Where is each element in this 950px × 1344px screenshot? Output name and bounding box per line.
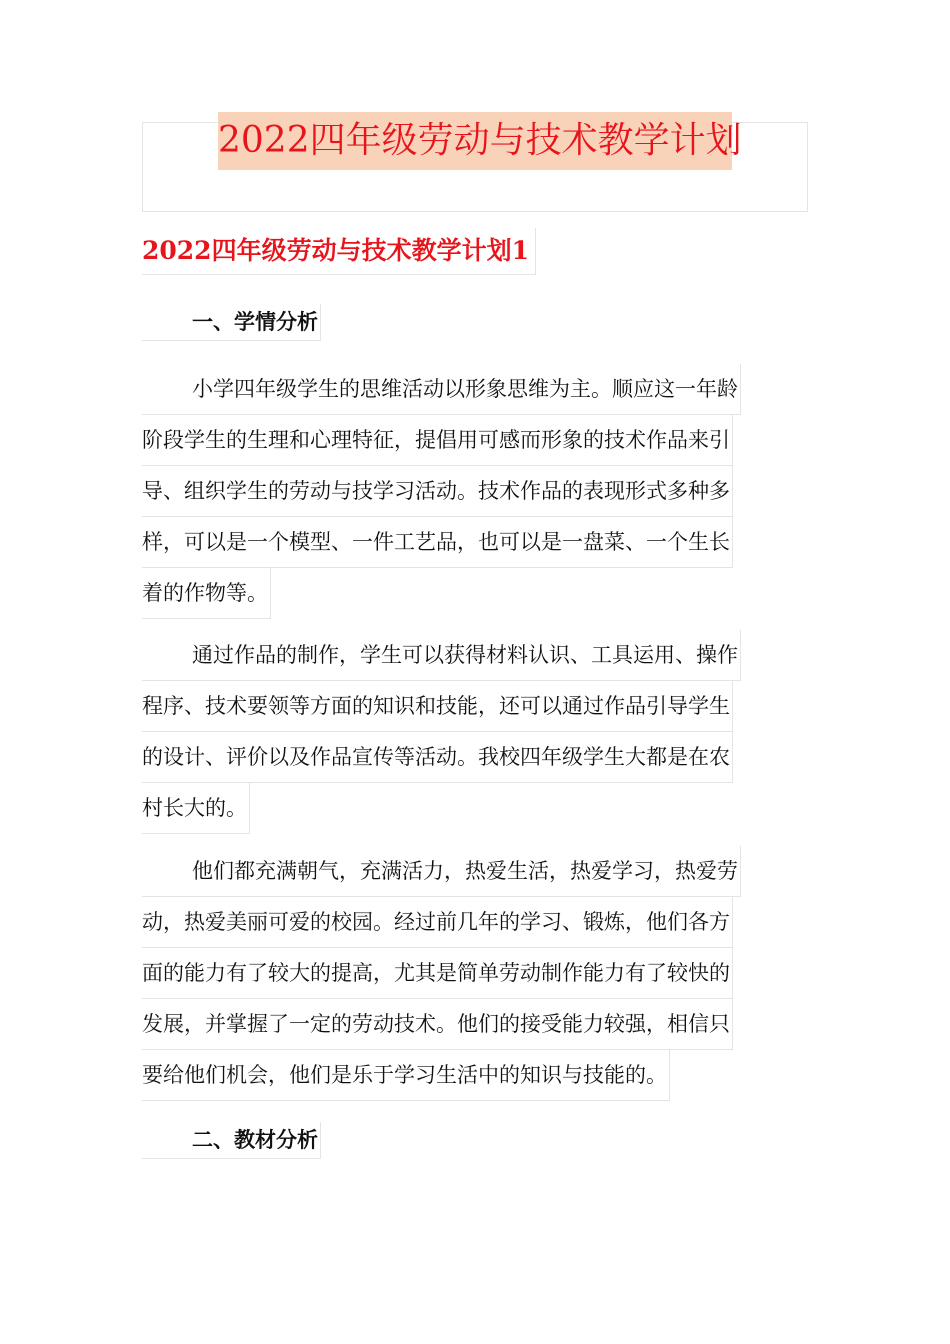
section-title: 2022四年级劳动与技术教学计划1 xyxy=(142,228,536,275)
paragraph-line: 他们都充满朝气，充满活力，热爱生活，热爱学习，热爱劳 xyxy=(142,846,741,897)
paragraph-line: 面的能力有了较大的提高，尤其是简单劳动制作能力有了较快的 xyxy=(142,948,733,999)
paragraph-line: 动，热爱美丽可爱的校园。经过前几年的学习、锻炼，他们各方 xyxy=(142,897,733,948)
paragraph-line: 村长大的。 xyxy=(142,783,250,834)
paragraph-line: 阶段学生的生理和心理特征，提倡用可感而形象的技术作品来引 xyxy=(142,415,733,466)
paragraph-line: 通过作品的制作，学生可以获得材料认识、工具运用、操作 xyxy=(142,630,741,681)
paragraph-3 xyxy=(142,846,812,1101)
paragraph-line: 小学四年级学生的思维活动以形象思维为主。顺应这一年龄 xyxy=(142,364,741,415)
paragraph-line: 样，可以是一个模型、一件工艺品，也可以是一盘菜、一个生长 xyxy=(142,517,733,568)
paragraph-line: 着的作物等。 xyxy=(142,568,271,619)
paragraph-line: 发展，并掌握了一定的劳动技术。他们的接受能力较强，相信只 xyxy=(142,999,733,1050)
paragraph-2 xyxy=(142,630,812,834)
document-title: 2022四年级劳动与技术教学计划 xyxy=(218,120,742,161)
paragraph-line: 的设计、评价以及作品宣传等活动。我校四年级学生大都是在农 xyxy=(142,732,733,783)
paragraph-line: 导、组织学生的劳动与技学习活动。技术作品的表现形式多种多 xyxy=(142,466,733,517)
heading-textbook-analysis: 二、教材分析 xyxy=(142,1122,321,1159)
heading-learning-analysis: 一、学情分析 xyxy=(142,304,321,341)
paragraph-1 xyxy=(142,364,812,619)
paragraph-line: 要给他们机会，他们是乐于学习生活中的知识与技能的。 xyxy=(142,1050,670,1101)
paragraph-line: 程序、技术要领等方面的知识和技能，还可以通过作品引导学生 xyxy=(142,681,733,732)
